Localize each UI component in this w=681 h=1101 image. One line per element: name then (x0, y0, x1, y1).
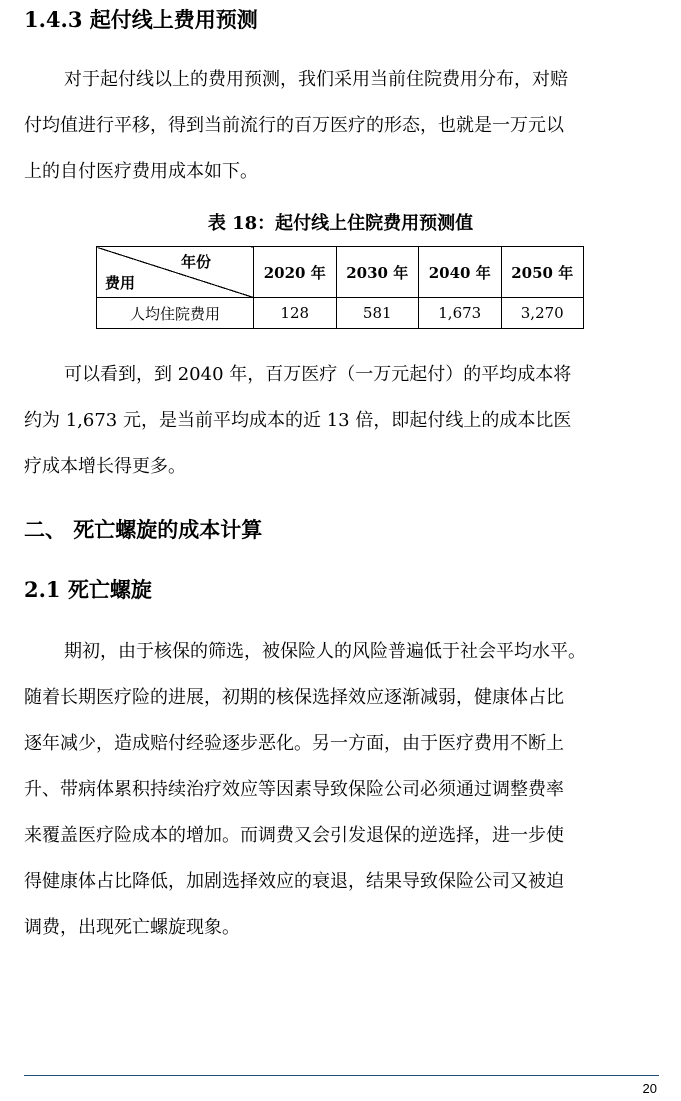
paragraph-conclusion (24, 352, 659, 490)
value-cell: 128 (254, 298, 337, 329)
paragraph-line: 调费，出现死亡螺旋现象。 (24, 917, 240, 938)
paragraph-line: 期初，由于核保的筛选，被保险人的风险普遍低于社会平均水平。 (64, 641, 586, 662)
year-header-cell: 2030 年 (336, 247, 419, 298)
paragraph-line: 疗成本增长得更多。 (24, 456, 186, 477)
paragraph-cost-forecast (24, 57, 659, 195)
section-heading-2-1: 2.1 死亡螺旋 (24, 577, 152, 602)
paragraph-line: 付均值进行平移，得到当前流行的百万医疗的形态，也就是一万元以 (24, 115, 564, 136)
table-caption: 表 18：起付线上住院费用预测值 (207, 213, 474, 234)
paragraph-line: 对于起付线以上的费用预测，我们采用当前住院费用分布，对赔 (64, 69, 568, 90)
header-cost-label: 费用 (105, 274, 136, 292)
paragraph-line: 逐年减少，造成赔付经验逐步恶化。另一方面，由于医疗费用不断上 (24, 733, 564, 754)
year-header-cell: 2040 年 (419, 247, 502, 298)
diagonal-header-cell (97, 247, 254, 298)
paragraph-line: 约为 1,673 元，是当前平均成本的近 13 倍，即起付线上的成本比医 (24, 410, 572, 431)
paragraph-line: 上的自付医疗费用成本如下。 (24, 161, 258, 182)
table-header-row (97, 247, 584, 298)
paragraph-line: 得健康体占比降低，加剧选择效应的衰退，结果导致保险公司又被迫 (24, 871, 564, 892)
value-cell: 3,270 (501, 298, 584, 329)
row-label-cell: 人均住院费用 (97, 298, 254, 329)
hospital-cost-forecast-table (96, 246, 584, 329)
footer-divider (24, 1075, 659, 1076)
header-year-label: 年份 (180, 253, 211, 271)
paragraph-line: 可以看到，到 2040 年，百万医疗（一万元起付）的平均成本将 (64, 364, 572, 385)
table-row (97, 298, 584, 329)
page-number: 20 (642, 1081, 657, 1096)
year-header-cell: 2050 年 (501, 247, 584, 298)
paragraph-line: 来覆盖医疗险成本的增加。而调费又会引发退保的逆选择，进一步使 (24, 825, 564, 846)
value-cell: 1,673 (419, 298, 502, 329)
section-heading-1-4-3: 1.4.3 起付线上费用预测 (24, 7, 258, 32)
value-cell: 581 (336, 298, 419, 329)
year-header-cell: 2020 年 (254, 247, 337, 298)
paragraph-line: 随着长期医疗险的进展，初期的核保选择效应逐渐减弱，健康体占比 (24, 687, 564, 708)
paragraph-line: 升、带病体累积持续治疗效应等因素导致保险公司必须通过调整费率 (24, 779, 564, 800)
paragraph-death-spiral (24, 629, 659, 951)
chapter-heading-2: 二、 死亡螺旋的成本计算 (24, 517, 263, 542)
